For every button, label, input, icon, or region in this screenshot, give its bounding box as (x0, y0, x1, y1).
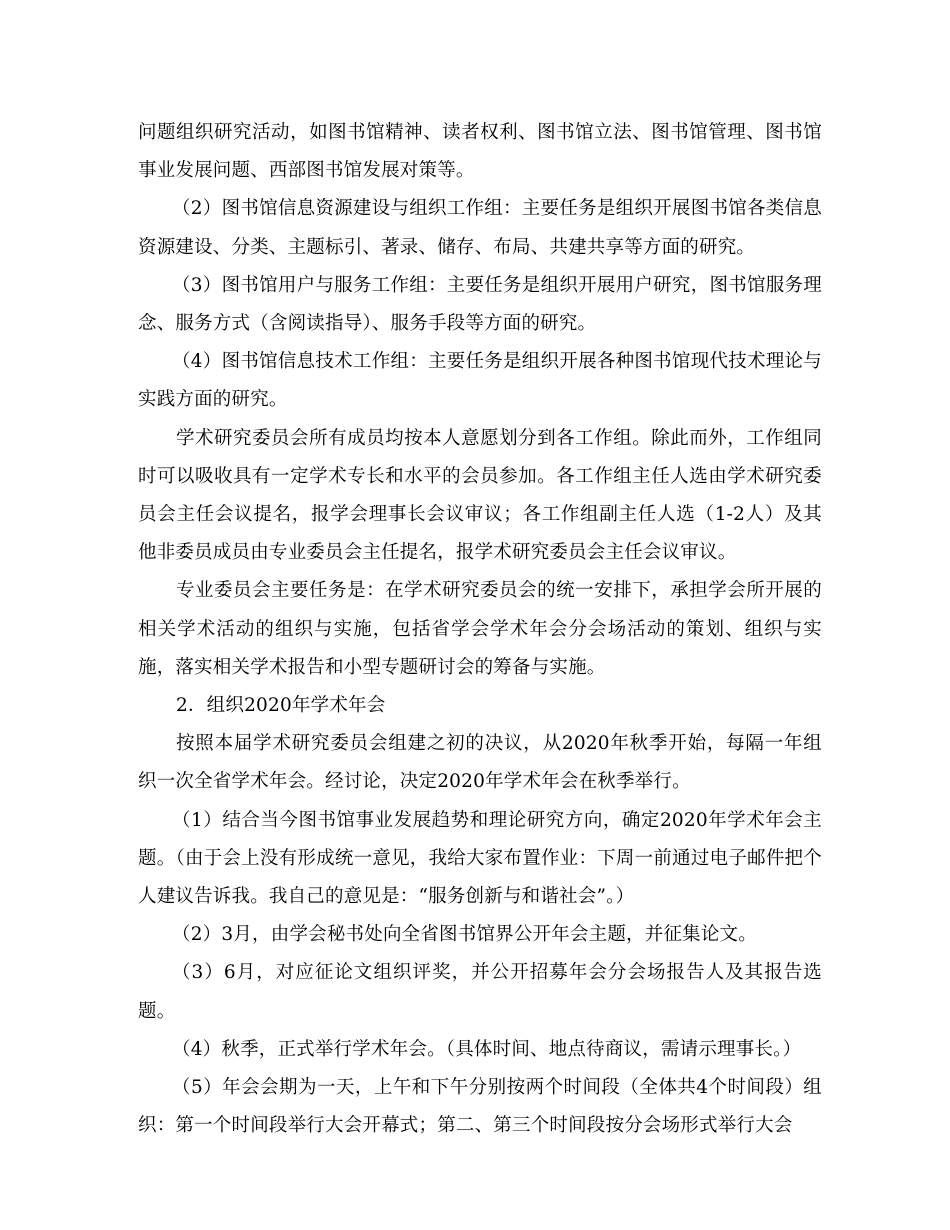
paragraph-step-2: （2）3月，由学会秘书处向全省图书馆界公开年会主题，并征集论文。 (172, 924, 757, 946)
section-heading-annual-meeting: 2．组织2020年学术年会 (176, 695, 386, 717)
paragraph-step-3: （3）6月，对应征论文组织评奖，并公开招募年会分会场报告人及其报告选题。 (138, 962, 822, 1022)
paragraph-workgroup-2: （2）图书馆信息资源建设与组织工作组：主要任务是组织开展图书馆各类信息资源建设、分类、主题标引、著录、储存、布局、共建共享等方面的研究。 (138, 198, 822, 258)
paragraph-workgroup-3: （3）图书馆用户与服务工作组：主要任务是组织开展用户研究，图书馆服务理念、服务方式（含阅读指导）、服务手段等方面的研究。 (138, 274, 822, 335)
paragraph-resolution: 按照本届学术研究委员会组建之初的决议，从2020年秋季开始，每隔一年组织一次全省学术年会。经讨论，决定2020年学术年会在秋季举行。 (138, 733, 822, 793)
paragraph-members: 学术研究委员会所有成员均按本人意愿划分到各工作组。除此而外，工作组同时可以吸收具有一定学术专长和水平的会员参加。各工作组主任人选由学术研究委员会主任会议提名，报学会理事长会议审议；各工作组副主任人选（1-2人）及其他非委员成员由专业委员会主任提名，报学术研究委员会主任会议审议。 (138, 427, 822, 564)
paragraph-step-4: （4）秋季，正式举行学术年会。（具体时间、地点待商议，需请示理事长。） (172, 1038, 802, 1060)
paragraph-committee-tasks: 专业委员会主要任务是：在学术研究委员会的统一安排下，承担学会所开展的相关学术活动的组织与实施，包括省学会学术年会分会场活动的策划、组织与实施，落实相关学术报告和小型专题研讨会的筹备与实施。 (138, 580, 822, 678)
paragraph-continuation: 问题组织研究活动，如图书馆精神、读者权利、图书馆立法、图书馆管理、图书馆事业发展问题、西部图书馆发展对策等。 (138, 122, 822, 182)
paragraph-workgroup-4: （4）图书馆信息技术工作组：主要任务是组织开展各种图书馆现代技术理论与实践方面的研究。 (138, 351, 822, 411)
document-body (138, 114, 822, 1145)
paragraph-step-5: （5）年会会期为一天，上午和下午分别按两个时间段（全体共4个时间段）组织：第一个时间段举行大会开幕式；第二、第三个时间段按分会场形式举行大会 (138, 1077, 822, 1137)
paragraph-step-1: （1）结合当今图书馆事业发展趋势和理论研究方向，确定2020年学术年会主题。（由于会上没有形成统一意见，我给大家布置作业：下周一前通过电子邮件把个人建议告诉我。我自己的意见是：“服务创新与和谐社会”。） (138, 809, 822, 908)
